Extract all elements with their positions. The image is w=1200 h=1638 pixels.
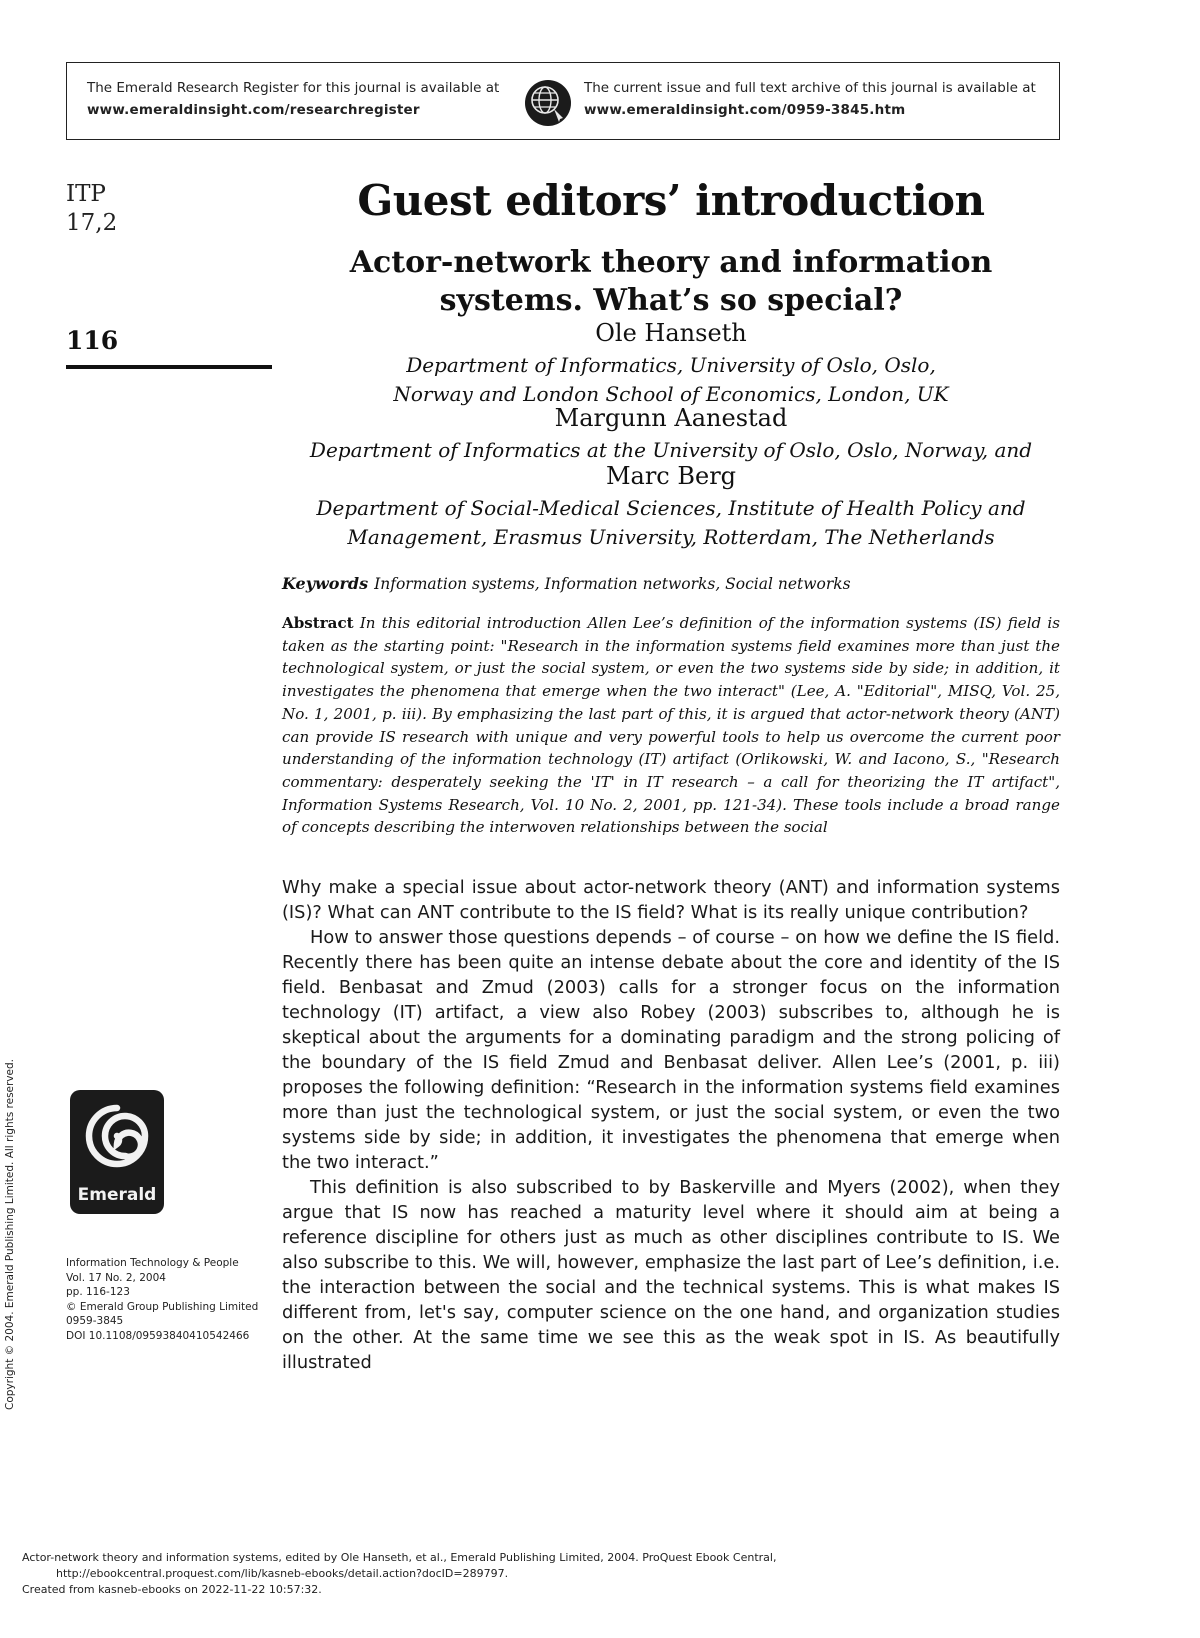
footer-created: Created from kasneb-ebooks on 2022-11-22 10:57:32. bbox=[22, 1583, 322, 1596]
keywords-list: Information systems, Information networks, Social networks bbox=[374, 575, 851, 593]
journal-archive-link[interactable]: www.emeraldinsight.com/0959-3845.htm bbox=[584, 102, 906, 118]
footer-citation: Actor-network theory and information systems, edited by Ole Hanseth, et al., Emerald Publishing Limited, 2004. ProQuest Ebook Central, bbox=[22, 1551, 777, 1564]
abstract bbox=[282, 612, 1060, 839]
journal-volume: Vol. 17 No. 2, 2004 bbox=[66, 1271, 166, 1284]
affiliation-line: Department of Social-Medical Sciences, Institute of Health Policy and bbox=[316, 496, 1026, 520]
abstract-label: Abstract bbox=[282, 614, 354, 632]
header-box bbox=[66, 62, 1060, 140]
page-footer bbox=[22, 1550, 776, 1598]
page-number-rule bbox=[66, 365, 272, 369]
volume-issue: 17,2 bbox=[66, 210, 118, 236]
globe-icon bbox=[523, 78, 573, 128]
abstract-text: In this editorial introduction Allen Lee’s definition of the information systems (IS) field is taken as the starting point: "Research in the information systems field examines more than just the technological system, or just the social system, or even the two systems side by side; in addition, it investigates the phenomena that emerge when the two interact" (Lee, A. "Editorial", MISQ, Vol. 25, No. 1, 2001, p. iii). By emphasizing the last part of this, it is argued that actor-network theory (ANT) can provide IS research with unique and very powerful tools to help us overcome the current poor understanding of the information technology (IT) artifact (Orlikowski, W. and Iacono, S., "Research commentary: desperately seeking the 'IT' in IT research – a call for theorizing the IT artifact", Information Systems Research, Vol. 10 No. 2, 2001, pp. 121-34). These tools include a broad range of concepts describing the interwoven relationships between the social bbox=[282, 614, 1060, 837]
author-affiliation bbox=[282, 436, 1060, 465]
doi: DOI 10.1108/09593840410542466 bbox=[66, 1329, 250, 1342]
subtitle-line-1: Actor-network theory and information bbox=[349, 245, 993, 280]
article-subtitle bbox=[282, 244, 1060, 320]
header-left-text: The Emerald Research Register for this journal is available at bbox=[87, 80, 500, 96]
header-research-register bbox=[87, 77, 499, 121]
author-affiliation bbox=[282, 351, 1060, 409]
keywords bbox=[282, 574, 1060, 593]
affiliation-line: Department of Informatics, University of Oslo, Oslo, bbox=[406, 353, 936, 377]
author-name: Ole Hanseth bbox=[595, 319, 747, 347]
publisher: © Emerald Group Publishing Limited bbox=[66, 1300, 259, 1313]
author-name: Margunn Aanestad bbox=[554, 404, 788, 432]
article-body bbox=[282, 875, 1060, 1375]
subtitle-line-2: systems. What’s so special? bbox=[439, 283, 903, 318]
body-paragraph: How to answer those questions depends – of course – on how we define the IS field. Recently there has been quite an intense debate about the core and identity of the IS field. Benbasat and Zmud (2003) calls for a stronger focus on the information technology (IT) artifact, a view also Robey (2003) subscribes to, although he is skeptical about the arguments for a dominating paradigm and the strong policing of the boundary of the IS field Zmud and Benbasat deliver. Allen Lee’s (2001, p. iii) proposes the following definition: “Research in the information systems field examines more than just the technological system, or just the social system, or even the two systems side by side; in addition, it investigates the phenomena that emerge when the two interact.” bbox=[282, 927, 1060, 1173]
affiliation-line: Management, Erasmus University, Rotterdam, The Netherlands bbox=[347, 525, 995, 549]
header-full-text-archive bbox=[584, 77, 1036, 121]
affiliation-line: Norway and London School of Economics, London, UK bbox=[393, 382, 949, 406]
author-name: Marc Berg bbox=[605, 462, 737, 490]
research-register-link[interactable]: www.emeraldinsight.com/researchregister bbox=[87, 102, 420, 118]
body-paragraph: This definition is also subscribed to by Baskerville and Myers (2002), when they argue that IS now has reached a maturity level where it should aim at being a reference discipline for others just as much as other disciplines contribute to IS. We also subscribe to this. We will, however, emphasize the last part of Lee’s definition, i.e. the interaction between the social and the technical systems. This is what makes IS different from, let's say, computer science on the one hand, and organization studies on the other. At the same time we see this as the weak spot in IS. As beautifully illustrated bbox=[282, 1177, 1060, 1373]
emerald-logo bbox=[70, 1090, 164, 1214]
journal-abbrev: ITP bbox=[66, 181, 106, 207]
journal-code bbox=[66, 180, 117, 238]
keywords-label: Keywords bbox=[282, 574, 369, 593]
page-range: pp. 116-123 bbox=[66, 1286, 130, 1298]
logo-text: Emerald bbox=[77, 1185, 157, 1205]
footer-url[interactable]: http://ebookcentral.proquest.com/lib/kasneb-ebooks/detail.action?docID=289797. bbox=[56, 1567, 509, 1580]
article-title: Guest editors’ introduction bbox=[357, 176, 985, 225]
author-affiliation bbox=[282, 494, 1060, 552]
publication-info bbox=[66, 1256, 258, 1343]
body-paragraph: Why make a special issue about actor-network theory (ANT) and information systems (IS)? What can ANT contribute to the IS field? What is its really unique contribution? bbox=[282, 877, 1060, 923]
copyright-notice: Copyright © 2004. Emerald Publishing Limited. All rights reserved. bbox=[4, 1058, 16, 1410]
journal-name: Information Technology & People bbox=[66, 1257, 239, 1269]
affiliation-line: Department of Informatics at the University of Oslo, Oslo, Norway, and bbox=[309, 438, 1033, 462]
page-number: 116 bbox=[66, 326, 119, 355]
issn: 0959-3845 bbox=[66, 1315, 124, 1327]
header-right-text: The current issue and full text archive of this journal is available at bbox=[584, 80, 1036, 96]
